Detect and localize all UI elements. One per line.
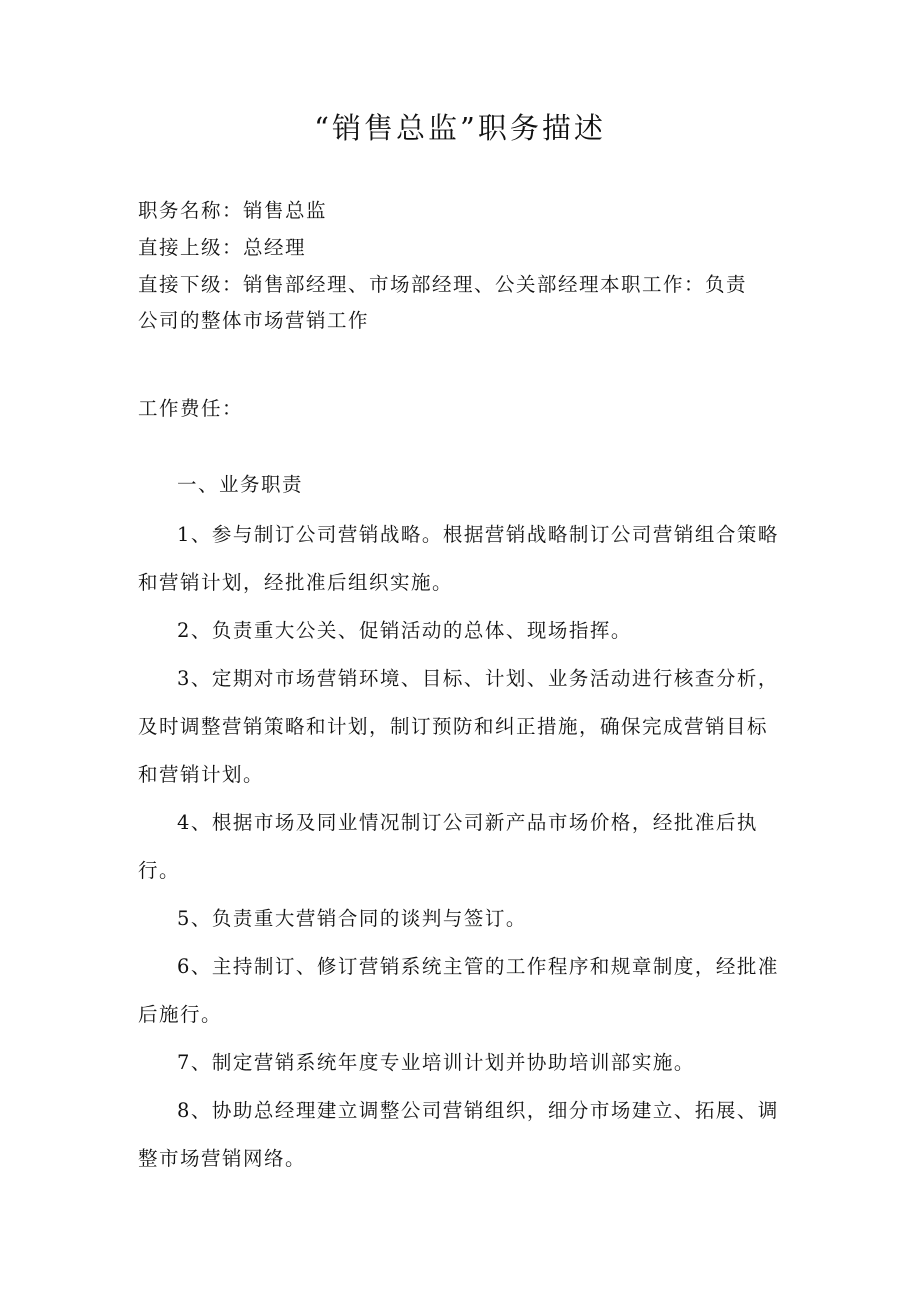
- document-title: “销售总监”职务描述: [314, 111, 606, 145]
- direct-subordinate-continued: 公司的整体市场营销工作: [138, 309, 370, 332]
- direct-subordinate: 直接下级：销售部经理、市场部经理、公关部经理本职工作：负责: [138, 273, 748, 296]
- list-item: 8、协助总经理建立调整公司营销组织，细分市场建立、拓展、调整市场营销网络。: [138, 1099, 779, 1170]
- list-item: 3、定期对市场营销环境、目标、计划、业务活动进行核查分析，及时调整营销策略和计划，制订预防和纠正措施，确保完成营销目标和营销计划。: [138, 667, 779, 786]
- responsibility-list: [138, 511, 788, 1183]
- direct-superior: 直接上级：总经理: [138, 236, 307, 259]
- job-meta: [138, 192, 788, 345]
- list-item: 2、负责重大公关、促销活动的总体、现场指挥。: [177, 619, 632, 642]
- section-heading: 一、业务职责: [177, 473, 304, 496]
- list-item: 6、主持制订、修订营销系统主管的工作程序和规章制度，经批准后施行。: [138, 955, 779, 1026]
- position-name: 职务名称：销售总监: [138, 199, 328, 222]
- list-item: 4、根据市场及同业情况制订公司新产品市场价格，经批准后执行。: [138, 811, 758, 882]
- list-item: 1、参与制订公司营销战略。根据营销战略制订公司营销组合策略和营销计划，经批准后组织实施。: [138, 523, 779, 594]
- list-item: 5、负责重大营销合同的谈判与签订。: [177, 907, 527, 930]
- responsibilities-label: 工作费任：: [138, 397, 244, 420]
- list-item: 7、制定营销系统年度专业培训计划并协助培训部实施。: [177, 1051, 695, 1074]
